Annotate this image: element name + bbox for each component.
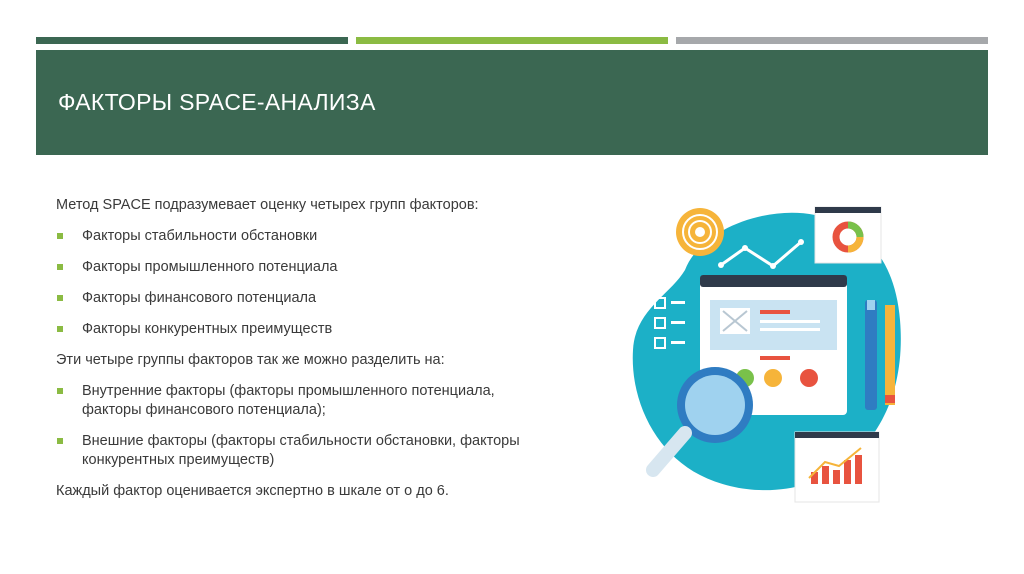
- analytics-illustration: [625, 200, 910, 505]
- bullet-square-icon: [57, 326, 63, 332]
- top-accent-bars: [36, 37, 988, 44]
- slide-body: [56, 196, 556, 513]
- list-item: Факторы финансового потенциала: [56, 289, 556, 308]
- list-item: Внутренние факторы (факторы промышленного потенциала, факторы финансового потенциала);: [56, 382, 556, 420]
- bullet-square-icon: [57, 295, 63, 301]
- list-item: Факторы промышленного потенциала: [56, 258, 556, 277]
- list-item: Внешние факторы (факторы стабильности обстановки, факторы конкурентных преимуществ): [56, 432, 556, 470]
- bar-chart-icon: [795, 432, 879, 502]
- title-band: [36, 50, 988, 155]
- split-intro-text: Эти четыре группы факторов так же можно разделить на:: [56, 352, 445, 368]
- donut-chart-icon: [815, 207, 881, 263]
- factor-groups-list: [56, 227, 556, 339]
- accent-bar-dark-green: [36, 37, 348, 44]
- list-item: Факторы конкурентных преимуществ: [56, 320, 556, 339]
- bullet-square-icon: [57, 388, 63, 394]
- bullet-square-icon: [57, 438, 63, 444]
- list-item: Факторы стабильности обстановки: [56, 227, 556, 246]
- bullet-square-icon: [57, 264, 63, 270]
- target-icon: [676, 208, 724, 256]
- split-list: [56, 382, 556, 470]
- intro-text: Метод SPACE подразумевает оценку четырех групп факторов:: [56, 197, 479, 213]
- slide-title: ФАКТОРЫ SPACE-АНАЛИЗА: [58, 89, 376, 115]
- pen-icon: [865, 300, 877, 410]
- pencil-icon: [885, 305, 895, 405]
- accent-bar-gray: [676, 37, 988, 44]
- closing-text: Каждый фактор оценивается экспертно в шкале от о до 6.: [56, 483, 449, 499]
- accent-bar-light-green: [356, 37, 668, 44]
- bullet-square-icon: [57, 233, 63, 239]
